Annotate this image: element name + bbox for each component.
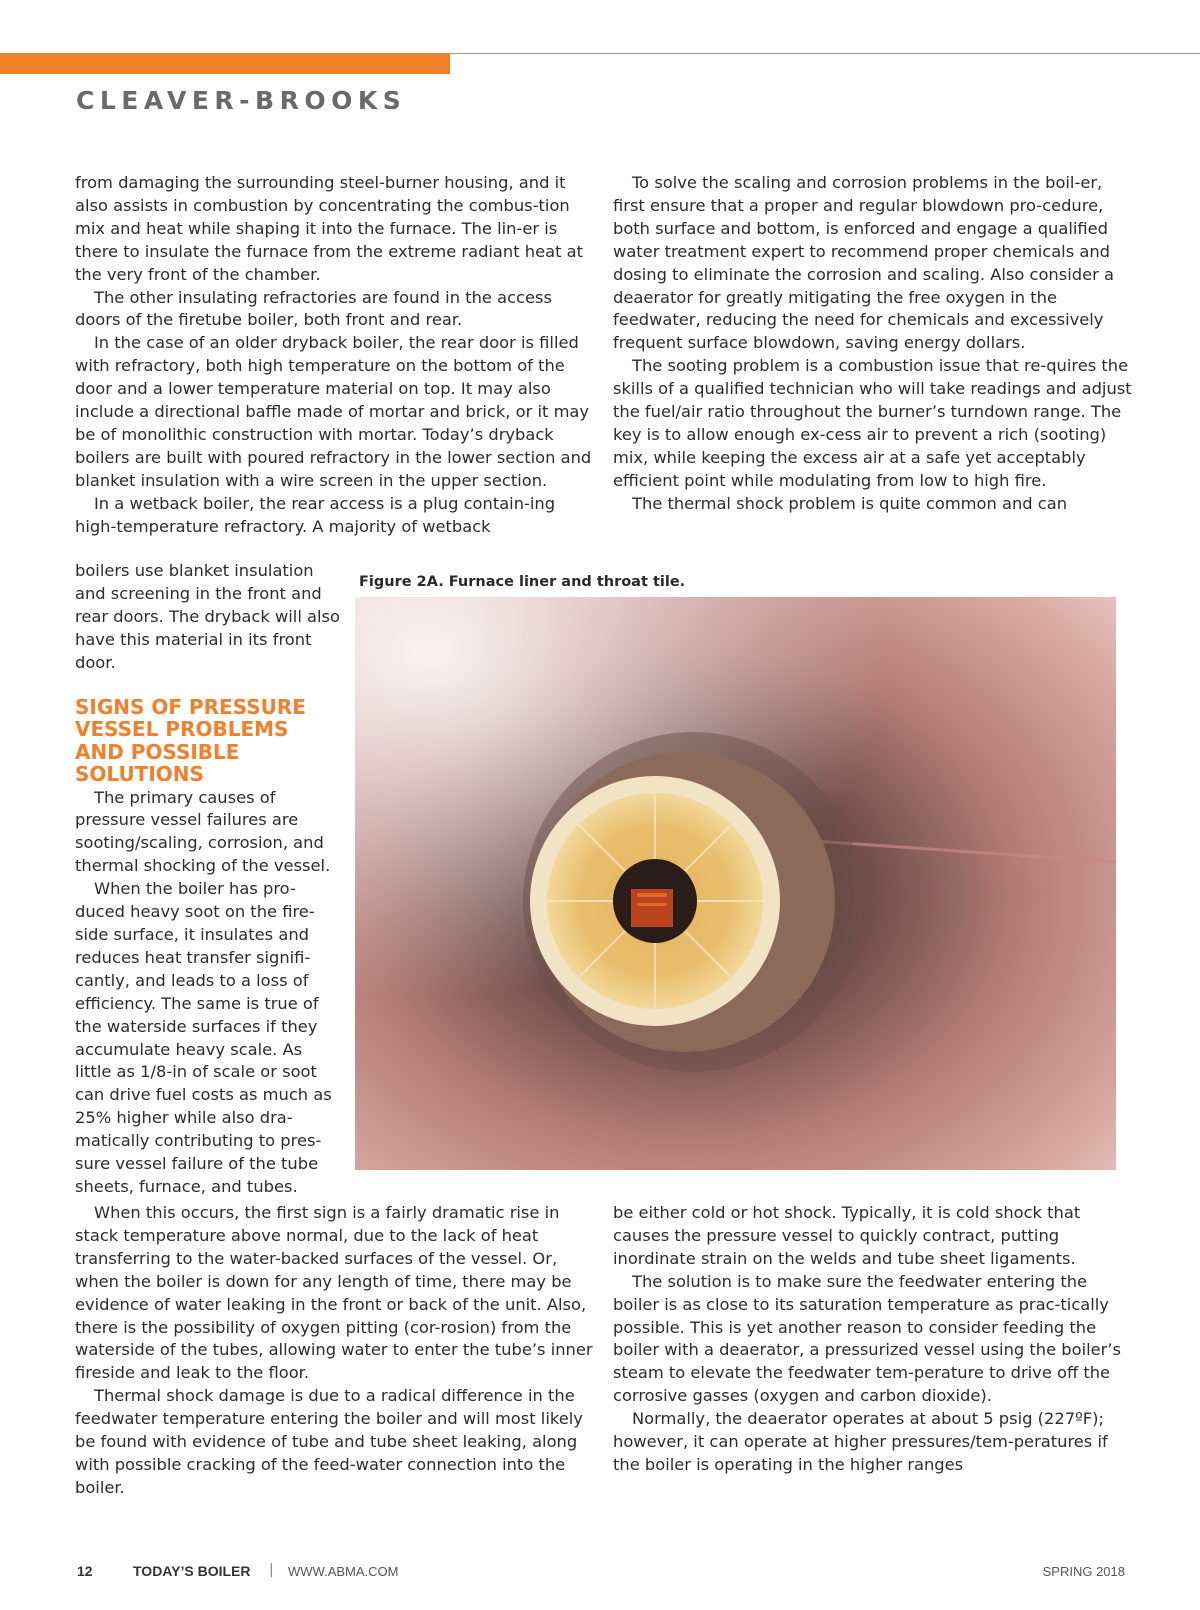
page-footer bbox=[77, 1563, 1125, 1583]
paragraph: Thermal shock damage is due to a radical difference in the feedwater temperature entering the boiler and will most likely be found with evidence of tube and tube sheet leaking, along with possible cracking of the feed-water connection into the boiler. bbox=[75, 1386, 583, 1497]
figure-caption: Figure 2A. Furnace liner and throat tile. bbox=[359, 574, 686, 590]
paragraph: from damaging the surrounding steel-burner housing, and it also assists in combustion by concentrating the combus-tion mix and heat while shaping it into the furnace. The lin-er is there to insulate the furnace from the extreme radiant heat at the very front of the chamber. bbox=[75, 173, 584, 284]
page-number: 12 bbox=[77, 1563, 93, 1579]
paragraph: To solve the scaling and corrosion problems in the boil-er, first ensure that a proper and regular blowdown pro-cedure, both surface and bottom, is enforced and engage a qualified water treatment expert to recommend proper chemicals and dosing to eliminate the corrosion and scaling. Also consider a deaerator for greatly mitigating the free oxygen in the feedwater, reducing the need for chemicals and excessively frequent surface blowdown, saving energy dollars. bbox=[613, 173, 1114, 353]
furnace-photo bbox=[355, 597, 1116, 1170]
brand-title: CLEAVER-BROOKS bbox=[76, 86, 407, 115]
column-b-bottom bbox=[613, 1202, 1133, 1477]
paragraph: When this occurs, the first sign is a fairly dramatic rise in stack temperature above normal, due to the lack of heat transferring to the water-backed surfaces of the vessel. Or, when the boiler is down for any length of time, there may be evidence of water leaking in the front or back of the unit. Also, there is the possibility of oxygen pitting (cor-rosion) from the waterside of the tubes, allowing water to enter the tube’s inner fireside and leak to the floor. bbox=[75, 1203, 593, 1383]
paragraph: be either cold or hot shock. Typically, it is cold shock that causes the pressure vessel to quickly contract, putting inordinate strain on the welds and tube sheet ligaments. bbox=[613, 1203, 1081, 1268]
paragraph: boilers use blanket insulation and screening in the front and rear doors. The dryback will also have this material in its front door. bbox=[75, 561, 340, 672]
furnace-illustration bbox=[355, 597, 1116, 1170]
magazine-name: TODAY’S BOILER bbox=[133, 1563, 251, 1579]
column-a-top bbox=[75, 172, 595, 539]
website-link[interactable]: WWW.ABMA.COM bbox=[288, 1564, 399, 1579]
paragraph: The thermal shock problem is quite common and can bbox=[632, 493, 1068, 513]
paragraph: In the case of an older dryback boiler, the rear door is filled with refractory, both high temperature on the bottom of the door and a lower temperature material on top. It may also include a directional baffle made of mortar and brick, or it may be of monolithic construction with mortar. Today’s dryback boilers are built with poured refractory in the lower section and blanket insulation with a wire screen in the upper section. bbox=[75, 333, 592, 490]
footer-separator: | bbox=[269, 1562, 274, 1578]
issue-date: SPRING 2018 bbox=[1042, 1564, 1125, 1579]
paragraph: The primary causes of pressure vessel failures are sooting/scaling, corrosion, and thermal shocking of the vessel. bbox=[75, 787, 331, 876]
column-a-narrow bbox=[75, 560, 343, 1199]
paragraph: The other insulating refractories are found in the access doors of the firetube boiler, both front and rear. bbox=[75, 287, 552, 330]
paragraph: In a wetback boiler, the rear access is a plug contain-ing high-temperature refractory. A majority of wetback bbox=[75, 493, 556, 536]
column-a-bottom bbox=[75, 1202, 595, 1500]
section-heading: SIGNS OF PRESSURE VESSEL PROBLEMS AND POSSIBLE SOLUTIONS bbox=[75, 694, 306, 787]
paragraph: Normally, the deaerator operates at about 5 psig (227ºF); however, it can operate at higher pressures/tem-peratures if the boiler is operating in the higher ranges bbox=[613, 1409, 1108, 1474]
paragraph: The sooting problem is a combustion issue that re-quires the skills of a qualified technician who will take readings and adjust the fuel/air ratio throughout the burner’s turndown range. The key is to allow enough ex-cess air to prevent a rich (sooting) mix, while keeping the excess air at a safe yet acceptably efficient point while modulating from low to high fire. bbox=[613, 356, 1132, 490]
column-b-top bbox=[613, 172, 1133, 516]
paragraph: The solution is to make sure the feedwater entering the boiler is as close to its saturation temperature as prac-tically possible. This is yet another reason to consider feeding the boiler with a deaerator, a pressurized vessel using the boiler’s steam to elevate the feedwater tem-perature to drive off the corrosive gasses (oxygen and carbon dioxide). bbox=[613, 1271, 1122, 1406]
paragraph: When the boiler has pro-duced heavy soot on the fire-side surface, it insulates and reduces heat transfer signifi-cantly, and leads to a loss of efficiency. The same is true of the waterside surfaces if they accumulate heavy scale. As little as 1/8-in of scale or soot can drive fuel costs as much as 25% higher while also dra-matically contributing to pres-sure vessel failure of the tube sheets, furnace, and tubes. bbox=[75, 879, 332, 1196]
header-accent-bar bbox=[0, 53, 450, 74]
